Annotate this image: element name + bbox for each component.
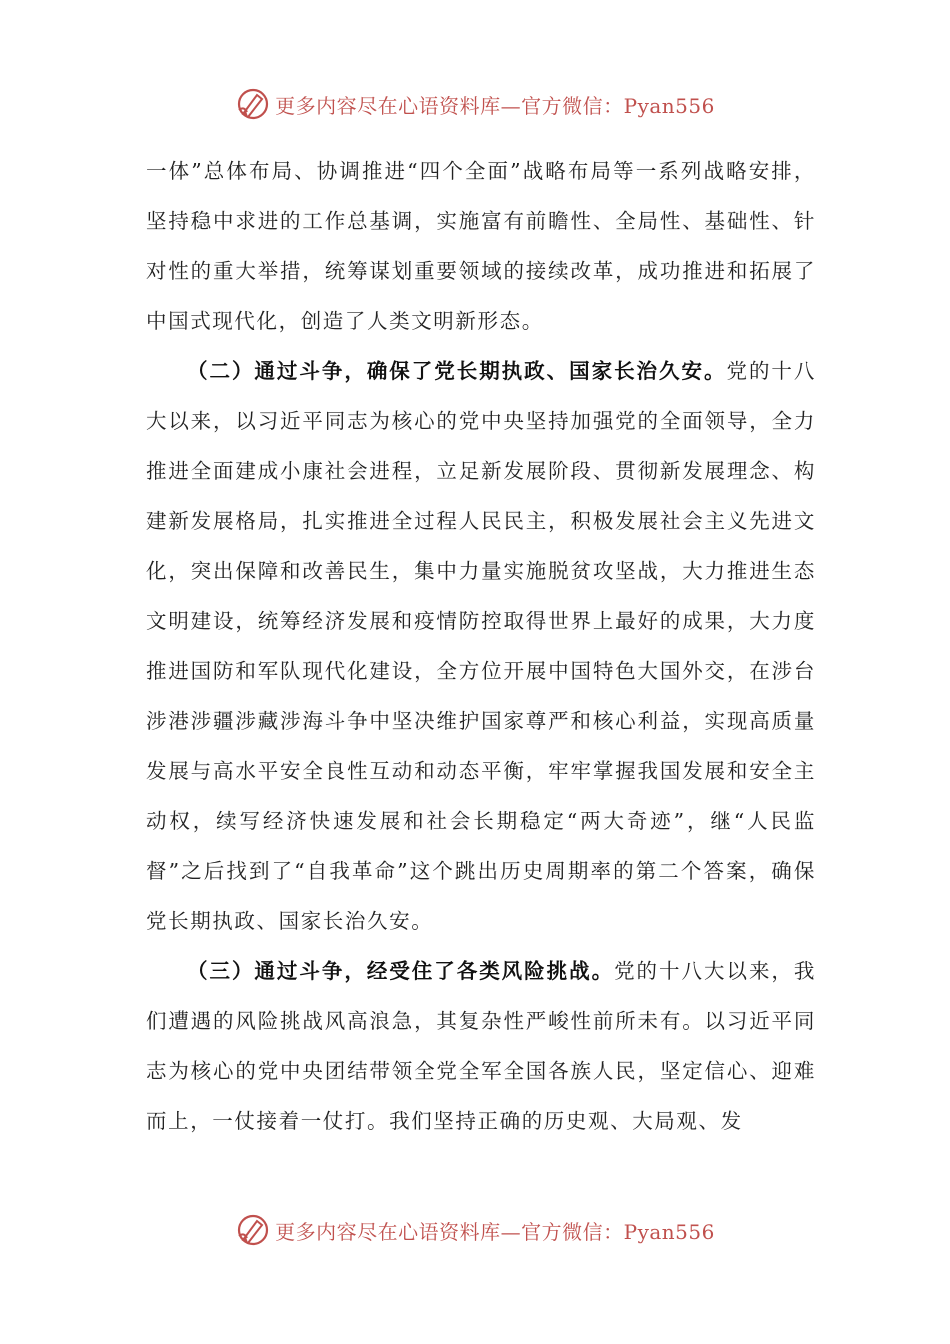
- section-3-heading: （三）通过斗争，经受住了各类风险挑战。: [187, 959, 615, 983]
- document-body: [146, 146, 816, 1146]
- pen-nib-logo-icon: [235, 86, 271, 122]
- footer-banner: [0, 1208, 950, 1252]
- paragraph-continuation: 一体”总体布局、协调推进“四个全面”战略布局等一系列战略安排，坚持稳中求进的工作总基调，实施富有前瞻性、全局性、基础性、针对性的重大举措，统筹谋划重要领域的接续改革，成功推进和拓展了中国式现代化，创造了人类文明新形态。: [146, 159, 816, 333]
- pen-nib-logo-icon: [235, 1212, 271, 1248]
- section-3-body: 党的十八大以来，我们遭遇的风险挑战风高浪急，其复杂性严峻性前所未有。以习近平同志为核心的党中央团结带领全党全军全国各族人民，坚定信心、迎难而上，一仗接着一仗打。我们坚持正确的历史观、大局观、发: [146, 959, 816, 1133]
- paragraph-section-3: [146, 946, 816, 1146]
- header-banner-text: 更多内容尽在心语资料库—官方微信：Pyan556: [275, 93, 715, 118]
- paragraph-section-2: [146, 346, 816, 946]
- header-banner: [0, 82, 950, 126]
- section-2-heading: （二）通过斗争，确保了党长期执政、国家长治久安。: [187, 359, 727, 383]
- footer-banner-text: 更多内容尽在心语资料库—官方微信：Pyan556: [275, 1219, 715, 1244]
- section-2-body: 党的十八大以来，以习近平同志为核心的党中央坚持加强党的全面领导，全力推进全面建成小康社会进程，立足新发展阶段、贯彻新发展理念、构建新发展格局，扎实推进全过程人民民主，积极发展社会主义先进文化，突出保障和改善民生，集中力量实施脱贫攻坚战，大力推进生态文明建设，统筹经济发展和疫情防控取得世界上最好的成果，大力度推进国防和军队现代化建设，全方位开展中国特色大国外交，在涉台涉港涉疆涉藏涉海斗争中坚决维护国家尊严和核心利益，实现高质量发展与高水平安全良性互动和动态平衡，牢牢掌握我国发展和安全主动权，续写经济快速发展和社会长期稳定“两大奇迹”，继“人民监督”之后找到了“自我革命”这个跳出历史周期率的第二个答案，确保党长期执政、国家长治久安。: [146, 359, 817, 933]
